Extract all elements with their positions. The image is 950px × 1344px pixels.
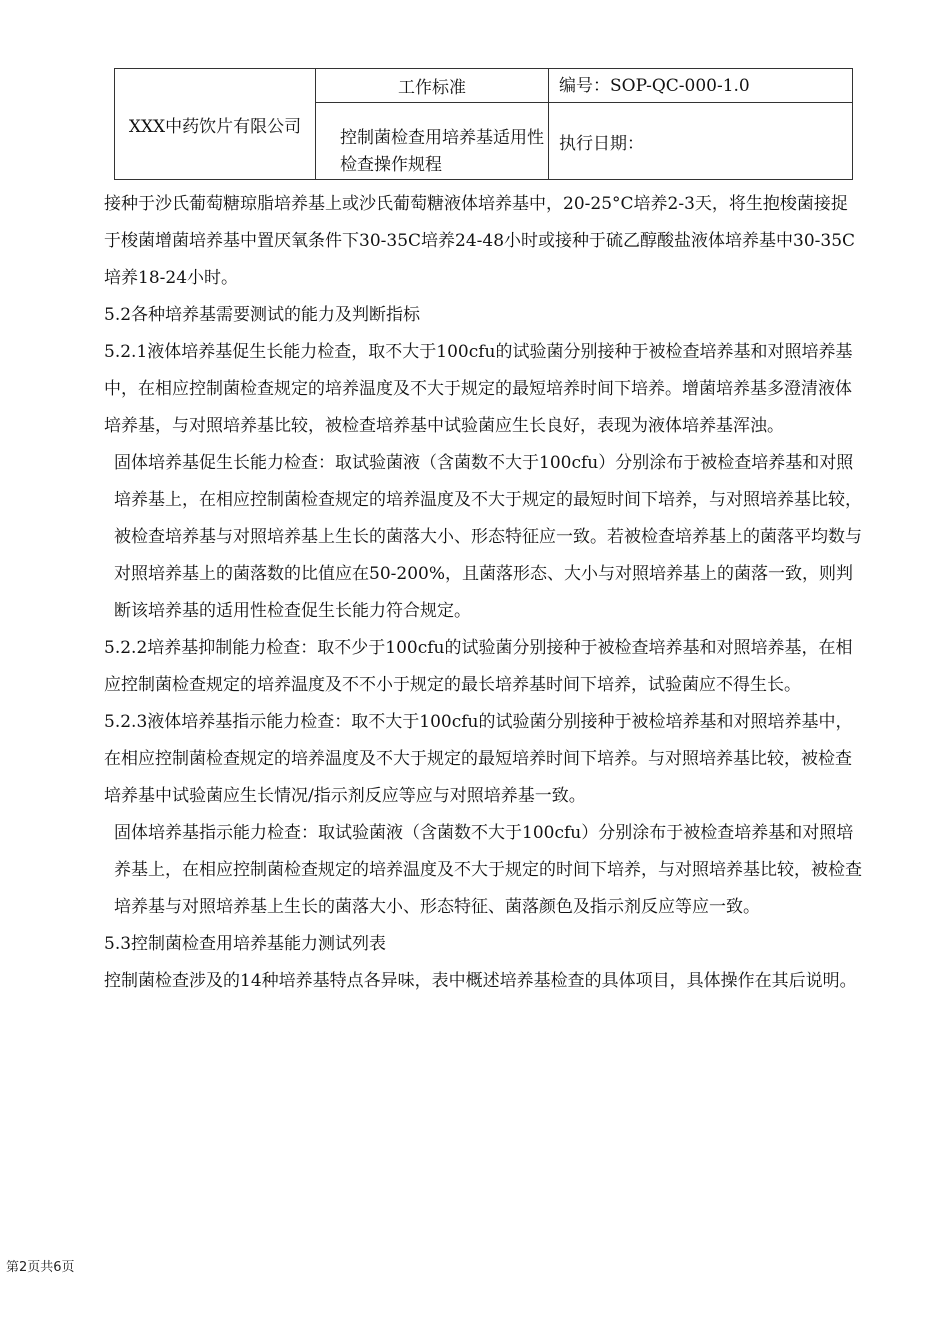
section-heading: 5.2各种培养基需要测试的能力及判断指标 — [104, 305, 421, 325]
paragraph: 固体培养基指示能力检查：取试验菌液（含菌数不大于100cfu）分别涂布于被检查培养基和对照培养基上，在相应控制菌检查规定的培养温度及不大于规定的时间下培养，与对照培养基比较，被检查培养基与对照培养基上生长的菌落大小、形态特征、菌落颜色及指示剂反应等应一致。 — [114, 823, 862, 917]
paragraph: 固体培养基促生长能力检查：取试验菌液（含菌数不大于100cfu）分别涂布于被检查培养基和对照培养基上，在相应控制菌检查规定的培养温度及不大于规定的最短时间下培养，与对照培养基比较，被检查培养基与对照培养基上生长的菌落大小、形态特征应一致。若被检查培养基上的菌落平均数与对照培养基上的菌落数的比值应在50-200%，且菌落形态、大小与对照培养基上的菌落一致，则判断该培养基的适用性检查促生长能力符合规定。 — [114, 453, 862, 621]
document-header-table — [114, 68, 853, 180]
paragraph: 5.2.3液体培养基指示能力检查：取不大于100cfu的试验菌分别接种于被检培养基和对照培养基中，在相应控制菌检查规定的培养温度及不大于规定的最短培养时间下培养。与对照培养基比较，被检查培养基中试验菌应生长情况/指示剂反应等应与对照培养基一致。 — [104, 712, 853, 806]
paragraph: 5.2.2培养基抑制能力检查：取不少于100cfu的试验菌分别接种于被检查培养基和对照培养基，在相应控制菌检查规定的培养温度及不不小于规定的最长培养基时间下培养，试验菌应不得生长。 — [104, 638, 853, 695]
page-footer: 第2页共6页 — [6, 1260, 75, 1275]
paragraph: 接种于沙氏葡萄糖琼脂培养基上或沙氏葡萄糖液体培养基中，20-25°C培养2-3天，将生抱梭菌接捉于梭菌增菌培养基中置厌氧条件下30-35C培养24-48小时或接种于硫乙醇酸盐液体培养基中30-35C培养18-24小时。 — [104, 194, 856, 288]
document-title: 控制菌检查用培养基适用性检查操作规程 — [316, 103, 549, 180]
document-body — [104, 186, 864, 1000]
paragraph: 5.2.1液体培养基促生长能力检查，取不大于100cfu的试验菌分别接种于被检查培养基和对照培养基中，在相应控制菌检查规定的培养温度及不大于规定的最短培养时间下培养。增菌培养基多澄清液体培养基，与对照培养基比较，被检查培养基中试验菌应生长良好，表现为液体培养基浑浊。 — [104, 342, 853, 436]
document-number: 编号：SOP-QC-000-1.0 — [549, 69, 853, 103]
execution-date: 执行日期： — [549, 103, 853, 180]
document-type: 工作标准 — [316, 69, 549, 103]
company-name: XXX中药饮片有限公司 — [115, 69, 316, 180]
section-heading: 5.3控制菌检查用培养基能力测试列表 — [104, 934, 387, 954]
paragraph: 控制菌检查涉及的14种培养基特点各异味，表中概述培养基检查的具体项目，具体操作在其后说明。 — [104, 971, 857, 991]
